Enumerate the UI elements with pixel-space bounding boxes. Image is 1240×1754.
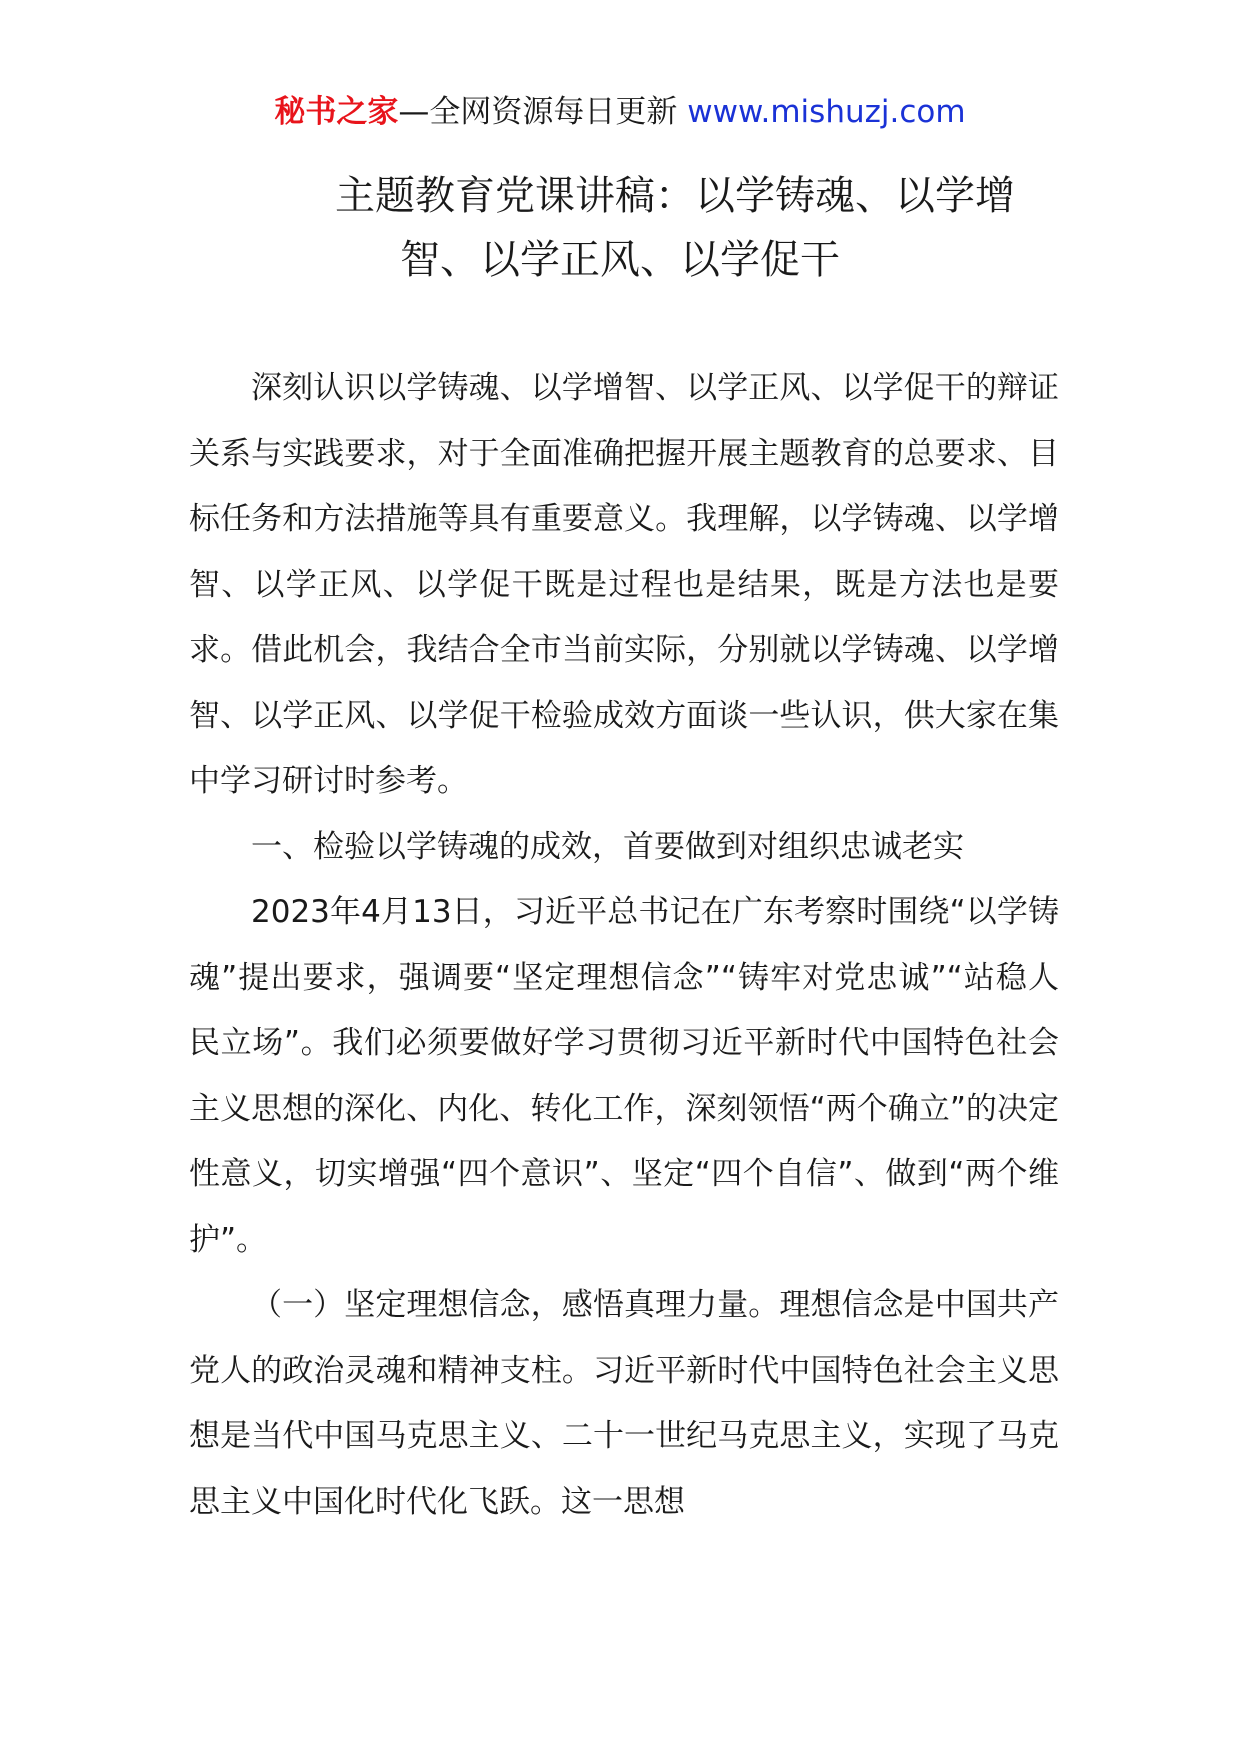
body-paragraph: （一）坚定理想信念，感悟真理力量。理想信念是中国共产党人的政治灵魂和精神支柱。习近平新时代中国特色社会主义思想是当代中国马克思主义、二十一世纪马克思主义，实现了马克思主义中国化时代化飞跃。这一思想	[189, 1287, 1059, 1520]
document-title-line-1: 主题教育党课讲稿：以学铸魂、以学增	[335, 173, 1015, 219]
document-body	[189, 356, 1059, 1535]
site-header	[0, 92, 1240, 132]
document-title-line-2: 智、以学正风、以学促干	[400, 237, 840, 283]
brand-name: 秘书之家	[274, 94, 399, 130]
section-heading: 一、检验以学铸魂的成效，首要做到对组织忠诚老实	[251, 828, 964, 865]
site-url-link[interactable]: www.mishuzj.com	[687, 94, 966, 130]
body-paragraph: 深刻认识以学铸魂、以学增智、以学正风、以学促干的辩证关系与实践要求，对于全面准确把握开展主题教育的总要求、目标任务和方法措施等具有重要意义。我理解，以学铸魂、以学增智、以学正风、以学促干既是过程也是结果，既是方法也是要求。借此机会，我结合全市当前实际，分别就以学铸魂、以学增智、以学正风、以学促干检验成效方面谈一些认识，供大家在集中学习研讨时参考。	[189, 370, 1059, 799]
site-slogan: —全网资源每日更新	[398, 94, 688, 130]
body-paragraph: 2023年4月13日，习近平总书记在广东考察时围绕“以学铸魂”提出要求，强调要“坚定理想信念”“铸牢对党忠诚”“站稳人民立场”。我们必须要做好学习贯彻习近平新时代中国特色社会主义思想的深化、内化、转化工作，深刻领悟“两个确立”的决定性意义，切实增强“四个意识”、坚定“四个自信”、做到“两个维护”。	[189, 894, 1059, 1258]
